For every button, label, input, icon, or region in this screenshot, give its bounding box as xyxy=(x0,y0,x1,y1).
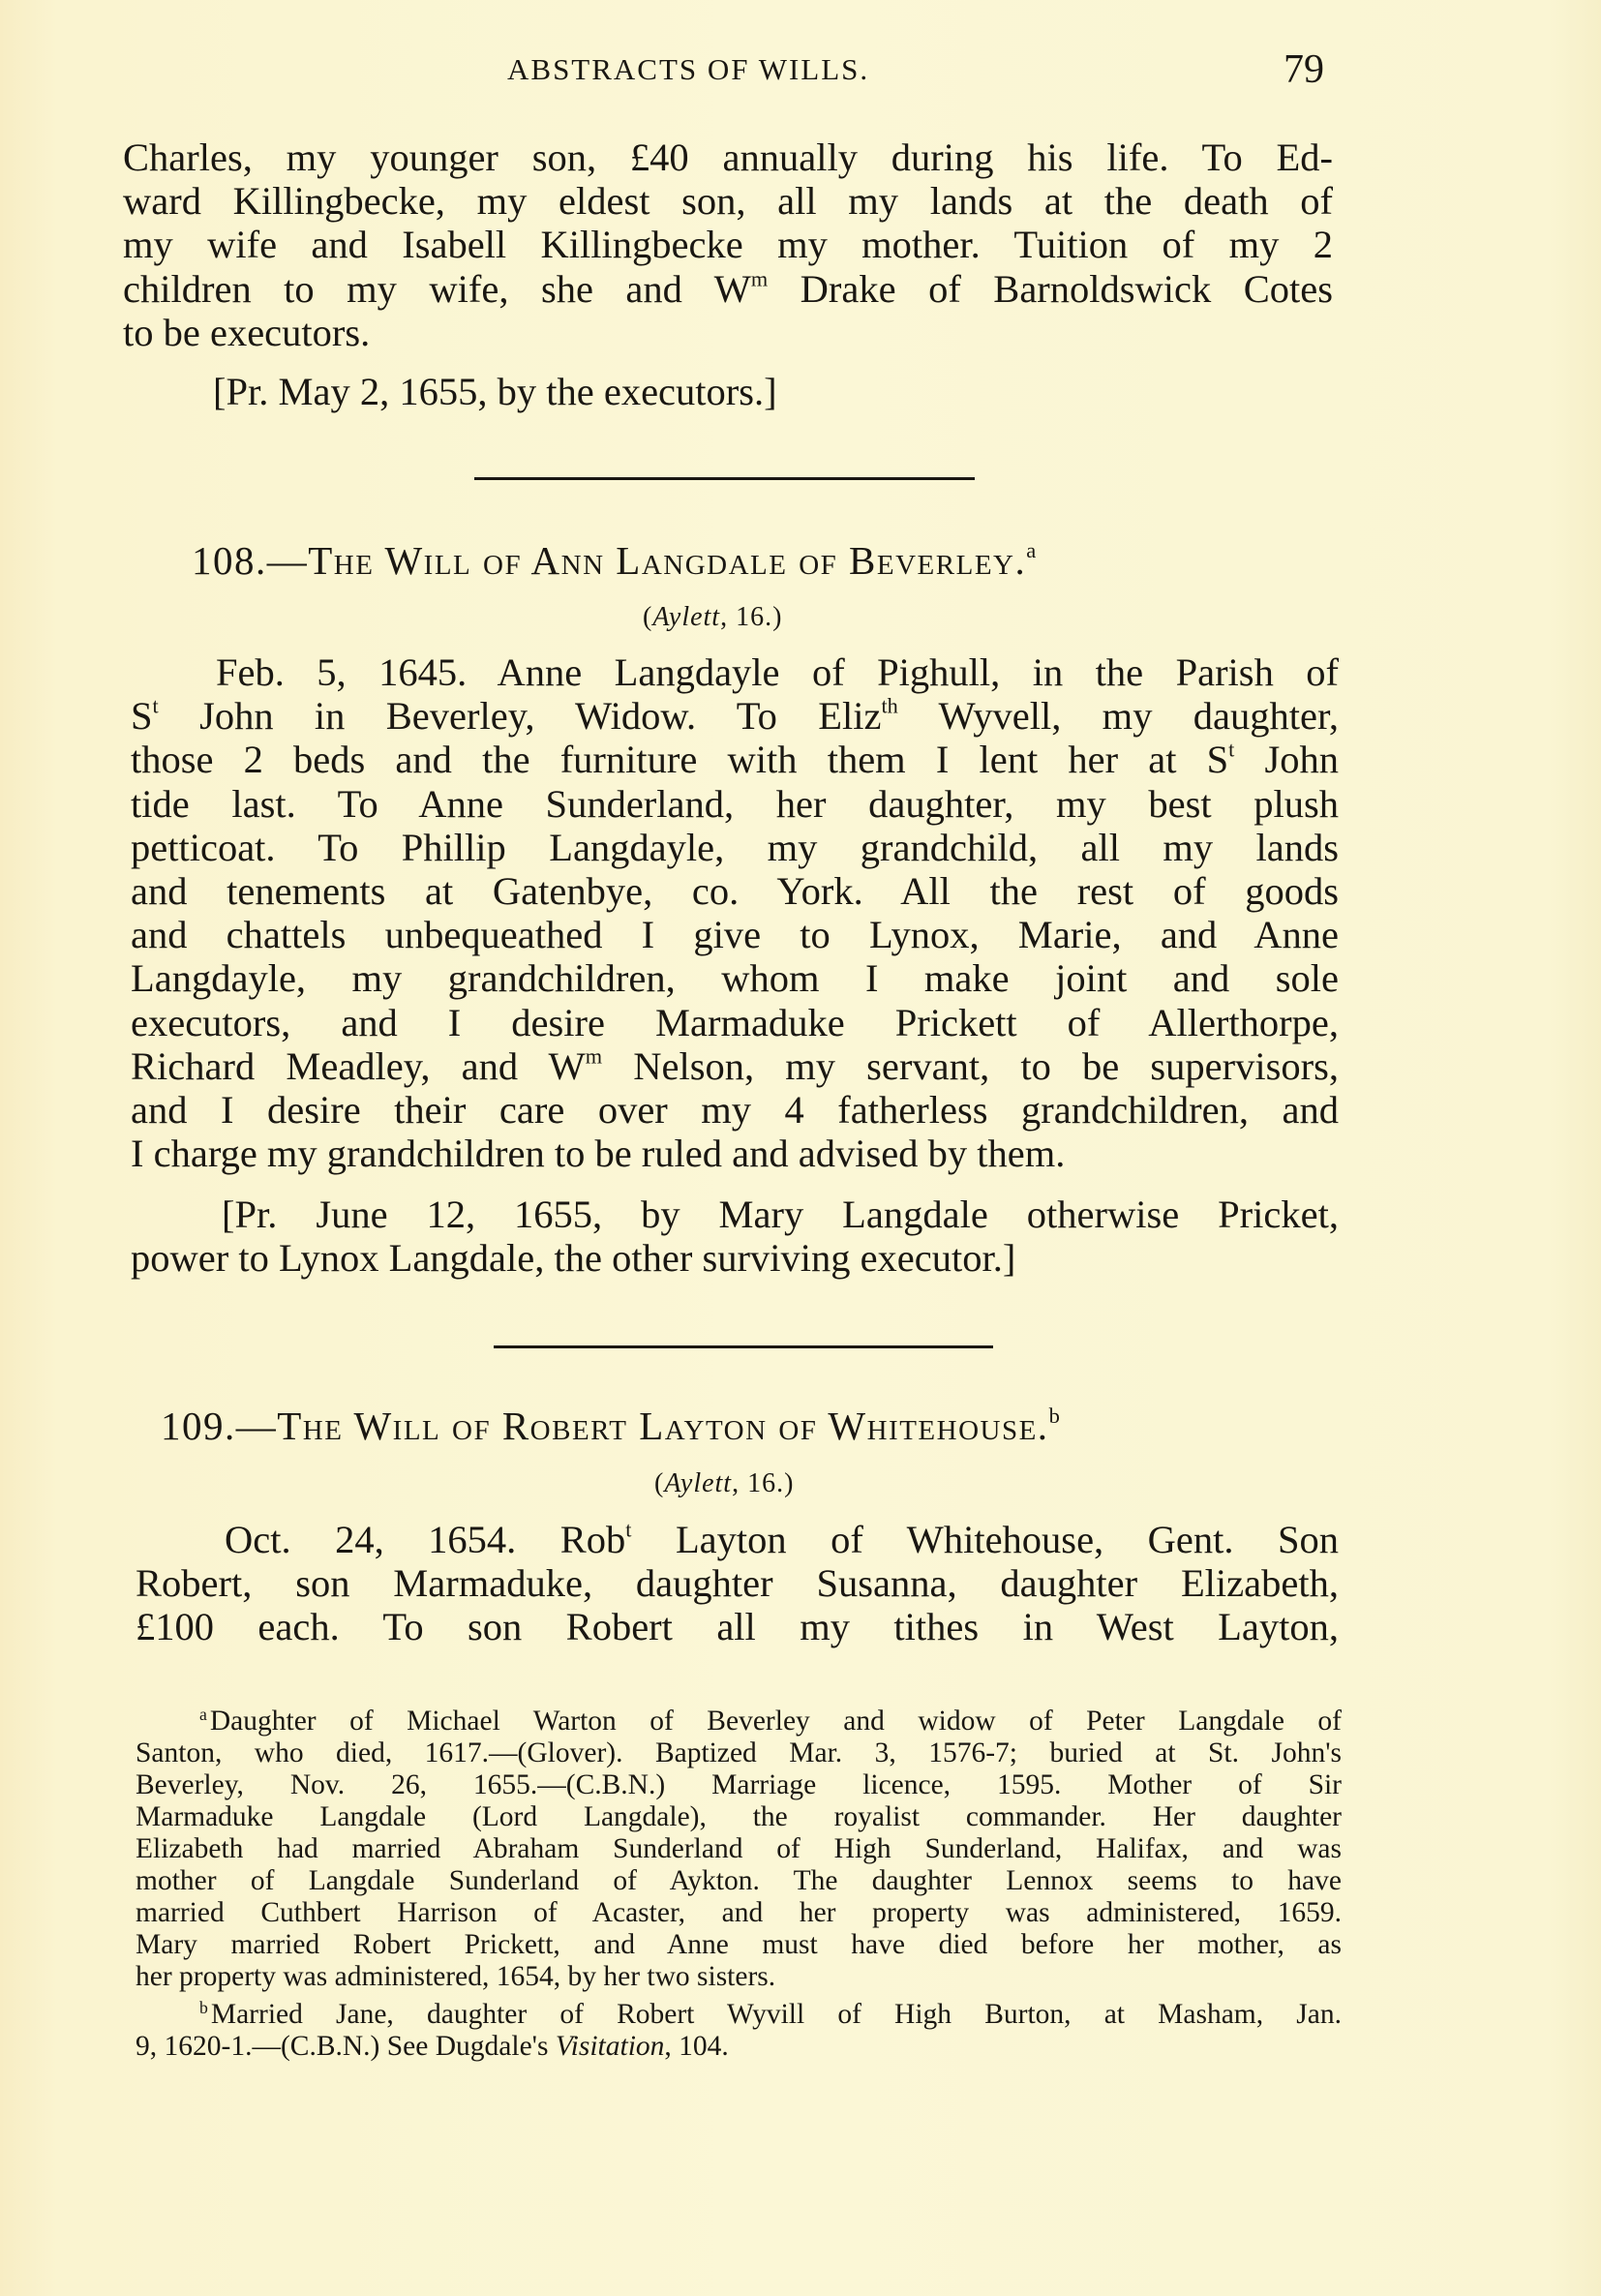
text-line: Langdayle, my grandchildren, whom I make joint and sole xyxy=(131,956,1339,1001)
text-line xyxy=(131,650,1339,694)
will-number: 109.— xyxy=(161,1404,278,1448)
footnote-ref: b xyxy=(1048,1404,1062,1429)
text-line: £100 each. To son Robert all my tithes in West Layton, xyxy=(136,1605,1339,1649)
text-line: Charles, my younger son, £40 annually during his life. To Ed- xyxy=(123,136,1333,179)
text-fragment: S xyxy=(131,694,153,739)
text-fragment: Oct. 24, 1654. Rob xyxy=(225,1518,626,1561)
text-fragment: Drake of Barnoldswick Cotes xyxy=(768,266,1334,311)
text-line: and I desire their care over my 4 fatherless grandchildren, and xyxy=(131,1088,1339,1133)
footnote-line: her property was administered, 1654, by her two sisters. xyxy=(136,1961,776,1992)
will-body-108 xyxy=(131,650,1339,1175)
footnote-line: married Cuthbert Harrison of Acaster, and her property was administered, 1659. xyxy=(136,1897,1342,1928)
footnote-line: Elizabeth had married Abraham Sunderland of High Sunderland, Halifax, and was xyxy=(136,1833,1342,1864)
book-title: Visitation xyxy=(555,2031,665,2062)
footnote-line: Santon, who died, 1617.—(Glover). Baptized Mar. 3, 1576-7; buried at St. John's xyxy=(136,1737,1342,1768)
probate-note xyxy=(213,370,1181,413)
citation-folio: , 16.) xyxy=(720,602,783,632)
text-line: tide last. To Anne Sunderland, her daughter, my best plush xyxy=(131,781,1339,826)
footnote-line: Mary married Robert Prickett, and Anne must have died before her mother, as xyxy=(136,1929,1342,1960)
section-divider xyxy=(474,477,975,480)
footnote-line xyxy=(136,2031,1342,2063)
text-fragment: John in Beverley, Widow. To Eliz xyxy=(158,694,882,739)
superscript: m xyxy=(750,265,769,290)
text-fragment: Married Jane, daughter of Robert Wyvill of High Burton, at Masham, Jan. xyxy=(210,1999,1342,2030)
text-fragment: Layton of Whitehouse, Gent. Son xyxy=(631,1518,1339,1561)
footnotes xyxy=(136,1706,1342,2063)
text-fragment: children to my wife, she and W xyxy=(123,266,751,311)
continuation-paragraph xyxy=(123,136,1333,354)
text-line: to be executors. xyxy=(123,310,371,354)
text-line: executors, and I desire Marmaduke Prickett of Allerthorpe, xyxy=(131,1000,1339,1044)
text-fragment: Nelson, my servant, to be supervisors, xyxy=(602,1043,1340,1088)
will-citation xyxy=(654,1468,794,1499)
will-title: The Will of Robert Layton of Whitehouse. xyxy=(277,1404,1049,1448)
text-line: ward Killingbecke, my eldest son, all my lands at the death of xyxy=(123,179,1333,224)
text-fragment: Feb. 5, 1645. Anne Langdayle of Pighull, in the Parish of xyxy=(216,650,1339,694)
text-line xyxy=(123,267,1333,311)
citation-paren: ( xyxy=(654,1468,665,1498)
text-line xyxy=(131,1044,1339,1088)
text-line: I charge my grandchildren to be ruled and advised by them. xyxy=(131,1132,1066,1176)
running-head xyxy=(0,48,1601,97)
text-line: Robert, son Marmaduke, daughter Susanna, daughter Elizabeth, xyxy=(136,1561,1339,1606)
text-fragment: [Pr. June 12, 1655, by Mary Langdale otherwise Pricket, xyxy=(222,1193,1339,1236)
will-title: The Will of Ann Langdale of Beverley. xyxy=(308,538,1027,583)
text-fragment: John xyxy=(1234,738,1339,782)
citation-folio: , 16.) xyxy=(732,1468,795,1498)
section-divider xyxy=(494,1345,993,1348)
text-line: my wife and Isabell Killingbecke my mother. Tuition of my 2 xyxy=(123,223,1333,267)
footnote-line xyxy=(136,1999,1342,2031)
text-line xyxy=(136,1518,1339,1561)
text-line: and chattels unbequeathed I give to Lynox, Marie, and Anne xyxy=(131,913,1339,957)
superscript: m xyxy=(585,1043,603,1069)
text-fragment: Daughter of Michael Warton of Beverley and widow of Peter Langdale of xyxy=(209,1706,1342,1737)
citation-source: Aylett xyxy=(652,602,721,632)
running-title: ABSTRACTS OF WILLS. xyxy=(507,52,870,86)
text-line: [Pr. May 2, 1655, by the executors.] xyxy=(213,370,777,413)
page-number: 79 xyxy=(1284,47,1324,92)
footnote-mark: a xyxy=(199,1705,207,1725)
footnote-line: Beverley, Nov. 26, 1655.—(C.B.N.) Marriage licence, 1595. Mother of Sir xyxy=(136,1769,1342,1800)
footnote-b xyxy=(136,1999,1342,2063)
will-citation xyxy=(643,602,782,633)
will-heading-109 xyxy=(161,1403,1061,1449)
text-fragment: Wyvell, my daughter, xyxy=(897,694,1339,739)
text-line xyxy=(131,738,1339,781)
text-line xyxy=(131,694,1339,738)
will-number: 108.— xyxy=(192,538,309,583)
superscript: t xyxy=(1228,737,1235,762)
text-fragment: , 104. xyxy=(664,2031,729,2062)
footnote-ref: a xyxy=(1026,538,1038,563)
superscript: t xyxy=(625,1517,632,1542)
superscript: t xyxy=(152,693,159,718)
will-body-109 xyxy=(136,1518,1339,1649)
footnote-line: Marmaduke Langdale (Lord Langdale), the royalist commander. Her daughter xyxy=(136,1801,1342,1832)
text-line: and tenements at Gatenbye, co. York. All the rest of goods xyxy=(131,869,1339,914)
text-fragment: Richard Meadley, and W xyxy=(131,1043,586,1088)
text-line: power to Lynox Langdale, the other surviving executor.] xyxy=(131,1236,1016,1281)
will-heading-108 xyxy=(192,537,1038,584)
footnote-mark: b xyxy=(199,1998,208,2018)
superscript: th xyxy=(881,693,898,718)
footnote-line: mother of Langdale Sunderland of Aykton. The daughter Lennox seems to have xyxy=(136,1865,1342,1896)
footnote-line xyxy=(136,1706,1342,1737)
citation-paren: ( xyxy=(643,602,653,632)
text-fragment: 9, 1620-1.—(C.B.N.) See Dugdale's xyxy=(136,2031,556,2062)
probate-note-108 xyxy=(131,1193,1339,1280)
citation-source: Aylett xyxy=(664,1468,733,1498)
text-line xyxy=(131,1193,1339,1236)
text-fragment: those 2 beds and the furniture with them I lent her at S xyxy=(131,738,1229,782)
text-line: petticoat. To Phillip Langdayle, my grandchild, all my lands xyxy=(131,825,1339,869)
footnote-a xyxy=(136,1706,1342,1993)
